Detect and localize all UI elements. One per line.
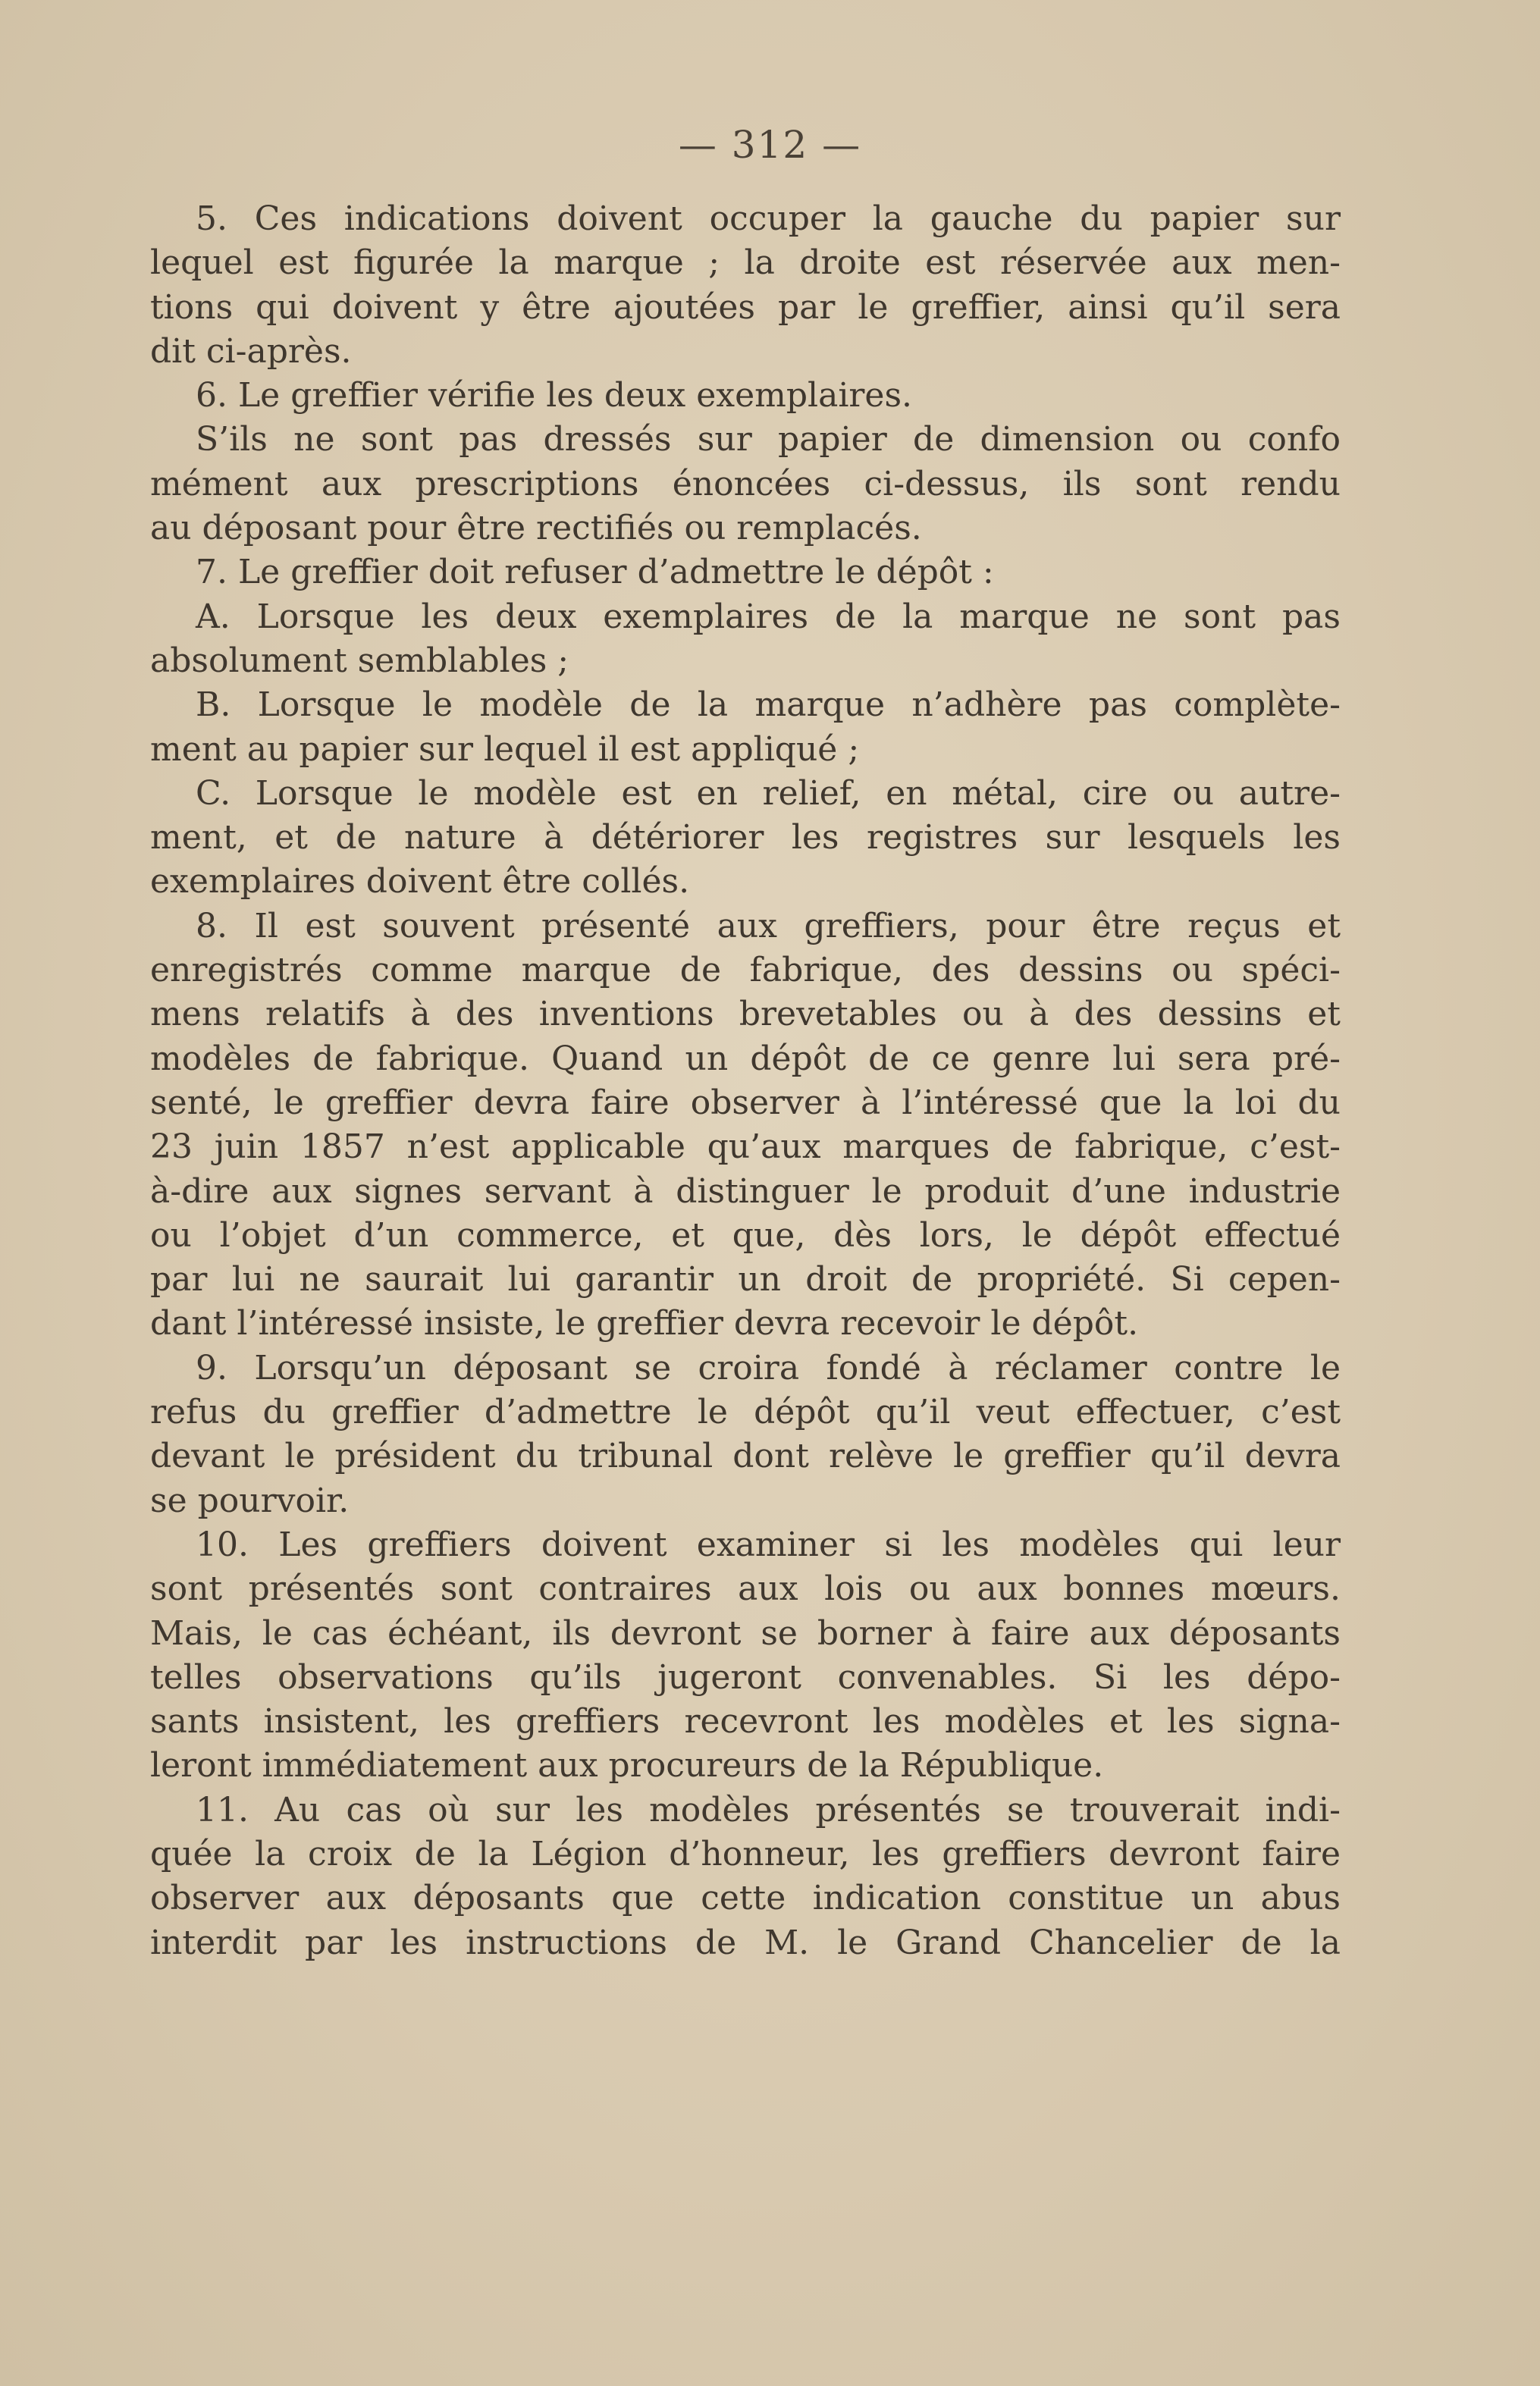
text-line: 9. Lorsqu’un déposant se croira fondé à réclamer contre le	[196, 1348, 1341, 1387]
text-line: se pourvoir.	[150, 1481, 350, 1520]
text-line: dant l’intéressé insiste, le greffier devra recevoir le dépôt.	[150, 1304, 1139, 1343]
page-number: — 312 —	[678, 123, 862, 167]
text-line: observer aux déposants que cette indication constitue un abus	[150, 1879, 1341, 1918]
text-line: au déposant pour être rectifiés ou remplacés.	[150, 509, 922, 548]
text-line: mément aux prescriptions énoncées ci-dessus, ils sont rendu	[150, 464, 1341, 503]
text-line: B. Lorsque le modèle de la marque n’adhère pas complète-	[196, 685, 1341, 725]
text-line: sants insistent, les greffiers recevront les modèles et les signa-	[150, 1702, 1341, 1742]
text-line: modèles de fabrique. Quand un dépôt de ce genre lui sera pré-	[150, 1039, 1341, 1078]
text-line: 23 juin 1857 n’est applicable qu’aux marques de fabrique, c’est-	[150, 1127, 1341, 1167]
text-line: à-dire aux signes servant à distinguer le produit d’une industrie	[150, 1171, 1341, 1211]
text-line: 10. Les greffiers doivent examiner si les modèles qui leur	[196, 1525, 1341, 1564]
text-line: S’ils ne sont pas dressés sur papier de dimension ou confo	[196, 420, 1341, 459]
text-line: 8. Il est souvent présenté aux greffiers, pour être reçus et	[196, 906, 1341, 945]
text-line: lequel est figurée la marque ; la droite est réservée aux men-	[150, 243, 1341, 283]
text-line: refus du greffier d’admettre le dépôt qu’il veut effectuer, c’est	[150, 1393, 1341, 1432]
text-line: ment au papier sur lequel il est appliqué ;	[150, 729, 860, 769]
text-line: ment, et de nature à détériorer les registres sur lesquels les	[150, 818, 1341, 858]
text-line: tions qui doivent y être ajoutées par le greffier, ainsi qu’il sera	[150, 287, 1341, 327]
text-line: devant le président du tribunal dont relève le greffier qu’il devra	[150, 1437, 1341, 1476]
text-line: A. Lorsque les deux exemplaires de la marque ne sont pas	[196, 597, 1341, 636]
text-line: 7. Le greffier doit refuser d’admettre le dépôt :	[196, 553, 994, 592]
text-line: Mais, le cas échéant, ils devront se borner à faire aux déposants	[150, 1613, 1341, 1653]
text-line: sont présentés sont contraires aux lois ou aux bonnes mœurs.	[150, 1569, 1341, 1609]
text-line: senté, le greffier devra faire observer à l’intéressé que la loi du	[150, 1083, 1341, 1122]
text-line: leront immédiatement aux procureurs de la République.	[150, 1746, 1104, 1786]
text-line: dit ci-après.	[150, 331, 352, 371]
text-line: C. Lorsque le modèle est en relief, en métal, cire ou autre-	[196, 773, 1341, 813]
text-line: mens relatifs à des inventions brevetables ou à des dessins et	[150, 995, 1341, 1034]
text-line: absolument semblables ;	[150, 641, 569, 680]
text-line: 5. Ces indications doivent occuper la gauche du papier sur	[196, 199, 1341, 238]
text-line: par lui ne saurait lui garantir un droit de propriété. Si cepen-	[150, 1260, 1341, 1300]
text-line: enregistrés comme marque de fabrique, des dessins ou spéci-	[150, 951, 1341, 990]
text-line: 11. Au cas où sur les modèles présentés se trouverait indi-	[196, 1790, 1341, 1829]
text-line: 6. Le greffier vérifie les deux exemplaires.	[196, 376, 913, 415]
text-line: quée la croix de la Légion d’honneur, les greffiers devront faire	[150, 1834, 1341, 1873]
text-line: telles observations qu’ils jugeront convenables. Si les dépo-	[150, 1657, 1341, 1697]
text-line: exemplaires doivent être collés.	[150, 862, 690, 901]
text-line: interdit par les instructions de M. le Grand Chancelier de la	[150, 1923, 1341, 1962]
text-line: ou l’objet d’un commerce, et que, dès lors, le dépôt effectué	[150, 1215, 1341, 1255]
body-text	[150, 197, 1341, 1965]
